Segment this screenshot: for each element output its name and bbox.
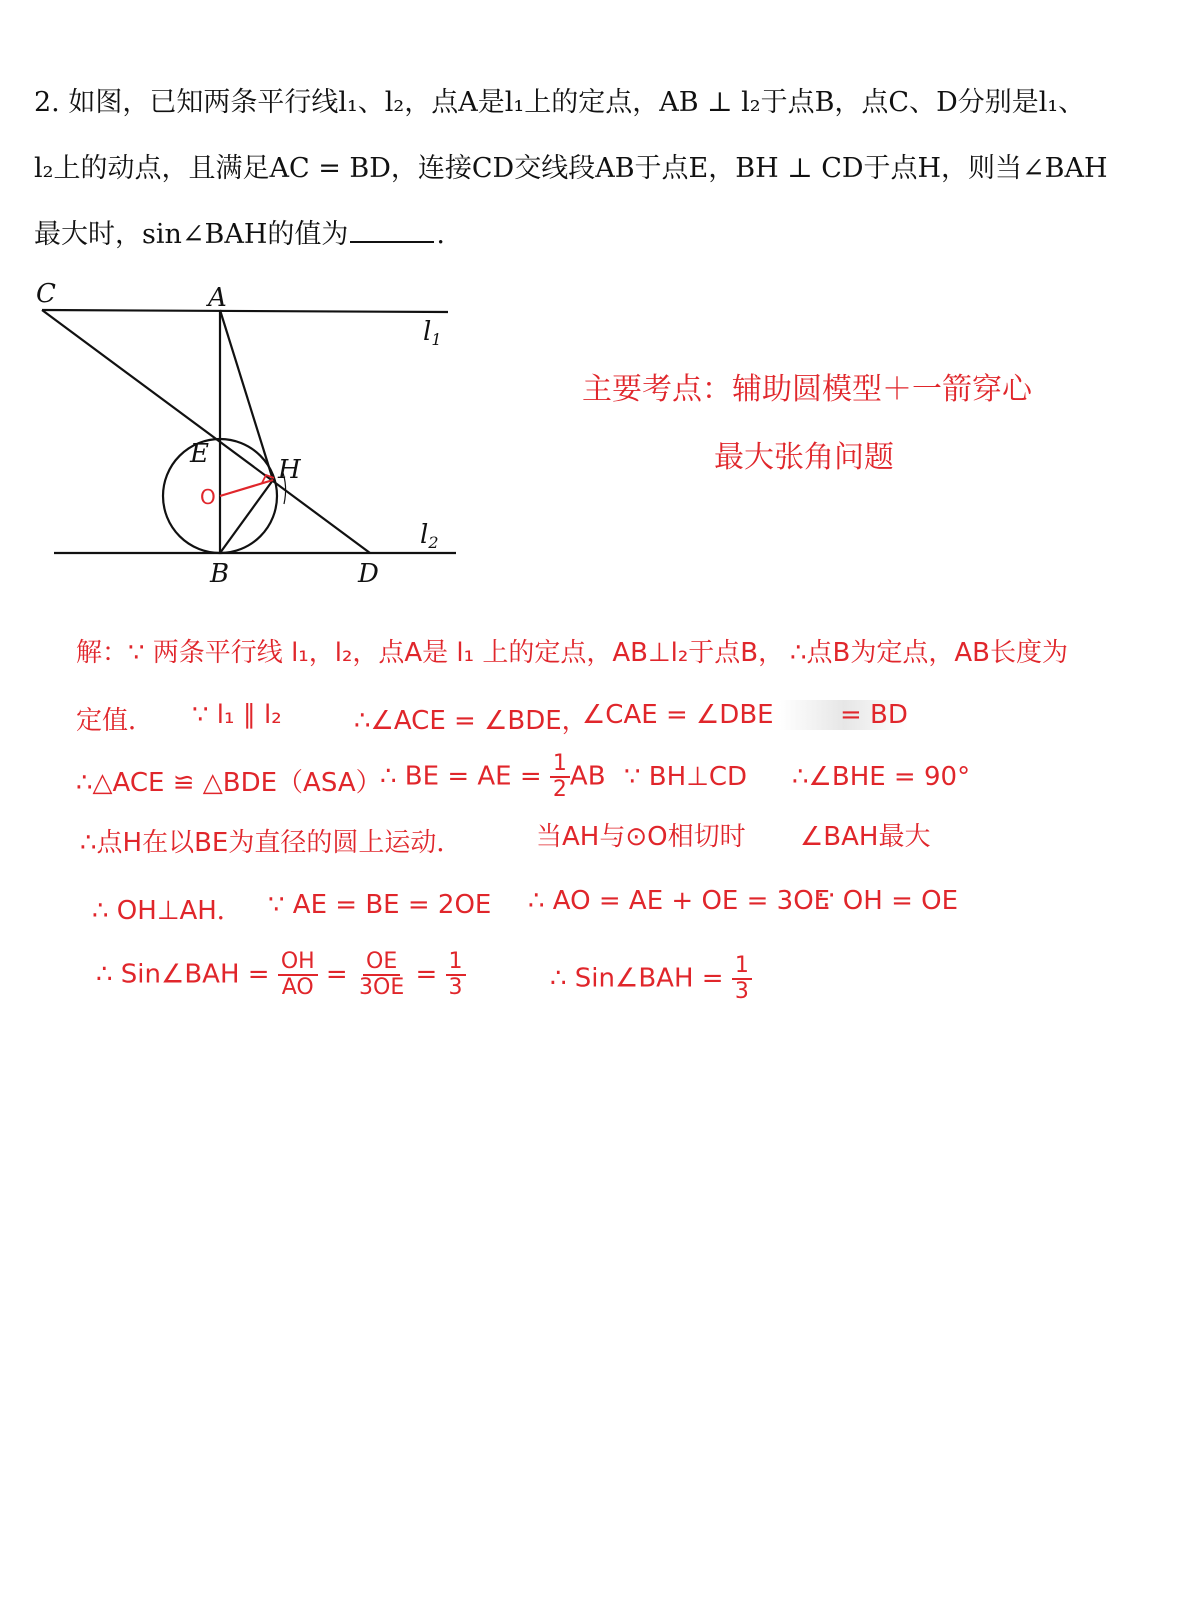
label-C: C — [36, 280, 56, 309]
solution-row5-a: ∴ OH⊥AH． — [92, 896, 243, 926]
problem-line-1: 2. 如图，已知两条平行线l₁、l₂，点A是l₁上的定点，AB ⊥ l₂于点B，点C、D分别是l₁、 — [34, 87, 1086, 118]
note-key-points: 主要考点：辅助圆模型＋一箭穿心 — [582, 372, 1032, 407]
label-O: O — [200, 485, 216, 509]
solution-row2-c: ∴∠ACE = ∠BDE， — [354, 706, 588, 736]
problem-line-2: l₂上的动点，且满足AC = BD，连接CD交线段AB于点E，BH ⊥ CD于点H，则当∠BAH — [34, 153, 1108, 184]
solution-row4-a: ∴点H在以BE为直径的圆上运动． — [80, 828, 463, 858]
solution-row3-a: ∴△ACE ≌ △BDE（ASA） — [76, 768, 382, 798]
label-H: H — [278, 455, 301, 485]
solution-row3-c: ∵ BH⊥CD — [624, 762, 748, 792]
solution-final-answer: ∴ Sin∠BAH = $\frac{1}{3}$ — [550, 954, 752, 1004]
fraction-oe-3oe: $\frac{OE}{3OE}$ — [359, 949, 405, 1000]
label-B: B — [210, 559, 230, 589]
label-E: E — [190, 439, 209, 469]
label-l2: l2 — [420, 520, 439, 552]
solution-row2-d: ∠CAE = ∠DBE — [582, 700, 774, 730]
fraction-answer: $\frac{1}{3}$ — [732, 954, 752, 1004]
label-l1: l1 — [423, 317, 442, 349]
solution-row2-e: = BD — [780, 700, 908, 730]
solution-row1-a: 解：∵ 两条平行线 l₁，l₂，点A是 l₁ 上的定点，AB⊥l₂于点B， — [76, 638, 785, 668]
solution-row3-d: ∴∠BHE = 90° — [792, 762, 971, 792]
fraction-half: $\frac{1}{2}$ — [550, 752, 570, 802]
label-A: A — [208, 283, 227, 313]
solution-row4-c: ∠BAH最大 — [800, 822, 931, 852]
label-D: D — [358, 559, 379, 589]
fraction-oh-ao: $\frac{OH}{AO}$ — [278, 950, 318, 1000]
solution-row2-a: 定值． — [76, 706, 155, 736]
solution-row3-b: ∴ BE = AE = $\frac{1}{2}$ AB — [380, 751, 606, 802]
note-max-angle: 最大张角问题 — [714, 440, 894, 475]
solution-row5-c: ∴ AO = AE + OE = 3OE — [528, 886, 831, 916]
solution-row5-d: ∵ OH = OE — [818, 886, 959, 916]
solution-row5-b: ∵ AE = BE = 2OE — [268, 890, 492, 920]
fraction-one-third: $\frac{1}{3}$ — [446, 950, 466, 1000]
solution-row4-b: 当AH与⊙O相切时 — [536, 822, 746, 852]
problem-line-3-end: . — [436, 219, 445, 250]
solution-row2-b: ∵ l₁ ∥ l₂ — [192, 700, 282, 730]
solution-row6-a: ∴ Sin∠BAH = $\frac{OH}{AO}$ = $\frac{OE}{3OE}$ = $\frac{1}{3}$ — [96, 950, 466, 1000]
solution-row1-b: ∴点B为定点，AB长度为 — [790, 638, 1069, 668]
problem-line-3-text: 最大时，sin∠BAH的值为 — [34, 219, 349, 250]
